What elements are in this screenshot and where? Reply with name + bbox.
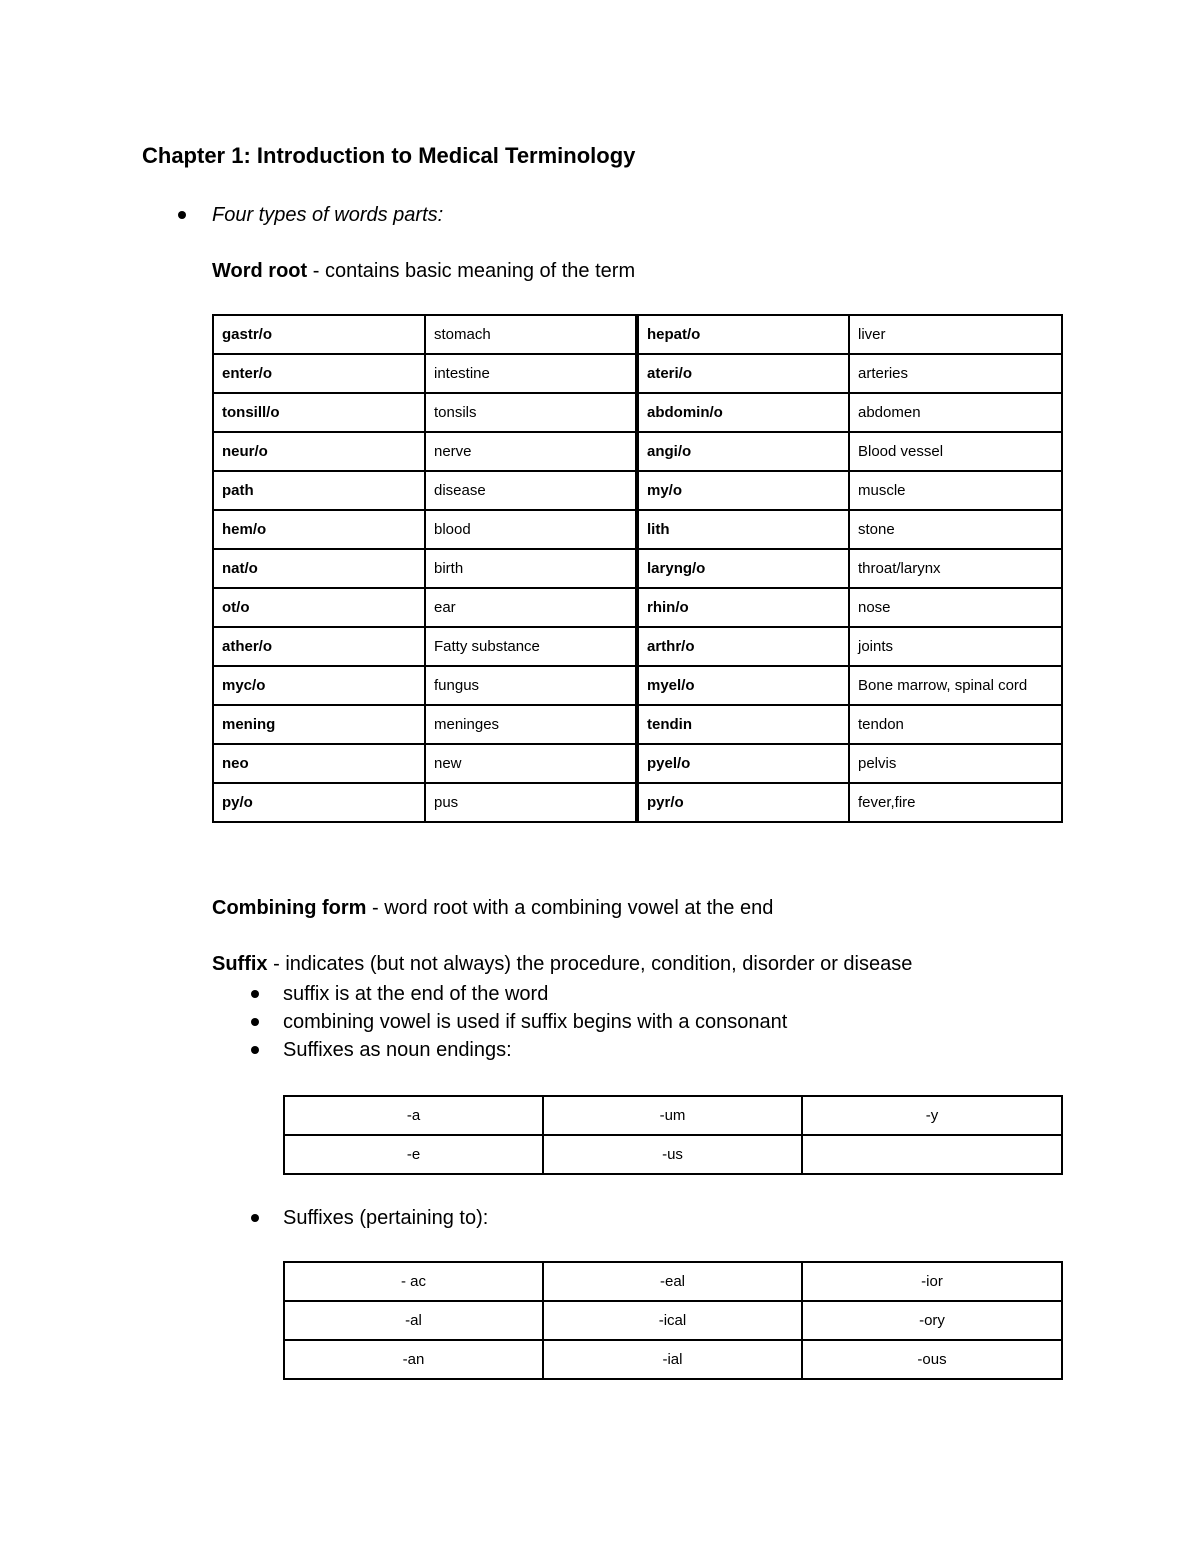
root-meaning-cell: disease (425, 471, 637, 510)
word-roots-table (212, 314, 1063, 823)
table-row (213, 666, 1062, 705)
suffix-cell: -a (284, 1096, 543, 1135)
table-row (213, 354, 1062, 393)
root-meaning-cell: Fatty substance (425, 627, 637, 666)
root-meaning-cell: liver (849, 315, 1062, 354)
bullet-dot (251, 1214, 259, 1222)
root-meaning-cell: nose (849, 588, 1062, 627)
table-row (213, 705, 1062, 744)
bullet-dot (178, 211, 186, 219)
page-title: Chapter 1: Introduction to Medical Terminology (142, 143, 636, 168)
root-meaning-cell: blood (425, 510, 637, 549)
intro-bullet-text: Four types of words parts: (212, 204, 444, 226)
bullet-dot (251, 990, 259, 998)
table-row (213, 393, 1062, 432)
root-term-cell: angi/o (637, 432, 849, 471)
root-meaning-cell: tendon (849, 705, 1062, 744)
table-row (284, 1096, 1062, 1135)
pertaining-suffix-table (283, 1261, 1063, 1380)
root-meaning-cell: fever,fire (849, 783, 1062, 822)
root-meaning-cell: arteries (849, 354, 1062, 393)
table-row (284, 1340, 1062, 1379)
root-term-cell: neo (213, 744, 425, 783)
table-row (213, 627, 1062, 666)
root-term-cell: arthr/o (637, 627, 849, 666)
root-meaning-cell: muscle (849, 471, 1062, 510)
table-row (213, 549, 1062, 588)
root-term-cell: rhin/o (637, 588, 849, 627)
noun-endings-table (283, 1095, 1063, 1175)
suffix-cell (802, 1135, 1062, 1174)
suffix-cell: -ior (802, 1262, 1062, 1301)
root-meaning-cell: new (425, 744, 637, 783)
root-term-cell: myc/o (213, 666, 425, 705)
root-meaning-cell: ear (425, 588, 637, 627)
combining-form-desc: - word root with a combining vowel at the end (366, 897, 774, 919)
table-row (284, 1262, 1062, 1301)
root-term-cell: ot/o (213, 588, 425, 627)
root-term-cell: ather/o (213, 627, 425, 666)
root-meaning-cell: birth (425, 549, 637, 588)
root-term-cell: mening (213, 705, 425, 744)
root-term-cell: my/o (637, 471, 849, 510)
suffix-cell: -ial (543, 1340, 802, 1379)
suffix-cell: - ac (284, 1262, 543, 1301)
root-meaning-cell: intestine (425, 354, 637, 393)
table-row (213, 510, 1062, 549)
root-term-cell: py/o (213, 783, 425, 822)
pertaining-bullet: Suffixes (pertaining to): (283, 1207, 489, 1229)
root-meaning-cell: meninges (425, 705, 637, 744)
table-row (213, 315, 1062, 354)
suffix-term: Suffix (212, 953, 268, 975)
root-meaning-cell: nerve (425, 432, 637, 471)
suffix-cell: -al (284, 1301, 543, 1340)
root-term-cell: tendin (637, 705, 849, 744)
root-term-cell: neur/o (213, 432, 425, 471)
suffix-bullet-2: combining vowel is used if suffix begins with a consonant (283, 1011, 788, 1033)
root-term-cell: hepat/o (637, 315, 849, 354)
table-row (213, 588, 1062, 627)
suffix-cell: -us (543, 1135, 802, 1174)
root-term-cell: myel/o (637, 666, 849, 705)
root-term-cell: gastr/o (213, 315, 425, 354)
table-row (213, 471, 1062, 510)
root-term-cell: lith (637, 510, 849, 549)
bullet-dot (251, 1046, 259, 1054)
suffix-desc: - indicates (but not always) the procedure, condition, disorder or disease (267, 953, 913, 975)
suffix-cell: -um (543, 1096, 802, 1135)
suffix-cell: -an (284, 1340, 543, 1379)
suffix-cell: -eal (543, 1262, 802, 1301)
suffix-definition (212, 951, 912, 977)
suffix-bullet-3: Suffixes as noun endings: (283, 1039, 512, 1061)
root-meaning-cell: fungus (425, 666, 637, 705)
root-term-cell: tonsill/o (213, 393, 425, 432)
suffix-bullet-1: suffix is at the end of the word (283, 983, 549, 1005)
root-term-cell: pyr/o (637, 783, 849, 822)
root-meaning-cell: pus (425, 783, 637, 822)
suffix-cell: -e (284, 1135, 543, 1174)
root-meaning-cell: stomach (425, 315, 637, 354)
root-meaning-cell: abdomen (849, 393, 1062, 432)
root-meaning-cell: pelvis (849, 744, 1062, 783)
bullet-dot (251, 1018, 259, 1026)
root-meaning-cell: stone (849, 510, 1062, 549)
word-root-definition (212, 258, 635, 284)
root-meaning-cell: Bone marrow, spinal cord (849, 666, 1062, 705)
root-meaning-cell: Blood vessel (849, 432, 1062, 471)
suffix-cell: -ory (802, 1301, 1062, 1340)
root-term-cell: nat/o (213, 549, 425, 588)
root-meaning-cell: throat/larynx (849, 549, 1062, 588)
suffix-cell: -ical (543, 1301, 802, 1340)
combining-form-term: Combining form (212, 897, 367, 919)
suffix-cell: -y (802, 1096, 1062, 1135)
root-term-cell: abdomin/o (637, 393, 849, 432)
root-meaning-cell: joints (849, 627, 1062, 666)
word-root-desc: - contains basic meaning of the term (307, 260, 636, 282)
table-row (213, 783, 1062, 822)
root-term-cell: pyel/o (637, 744, 849, 783)
table-row (213, 432, 1062, 471)
root-meaning-cell: tonsils (425, 393, 637, 432)
root-term-cell: laryng/o (637, 549, 849, 588)
root-term-cell: path (213, 471, 425, 510)
word-root-term: Word root (212, 260, 308, 282)
table-row (284, 1301, 1062, 1340)
suffix-cell: -ous (802, 1340, 1062, 1379)
root-term-cell: ateri/o (637, 354, 849, 393)
combining-form-definition (212, 895, 773, 921)
root-term-cell: enter/o (213, 354, 425, 393)
table-row (284, 1135, 1062, 1174)
table-row (213, 744, 1062, 783)
root-term-cell: hem/o (213, 510, 425, 549)
